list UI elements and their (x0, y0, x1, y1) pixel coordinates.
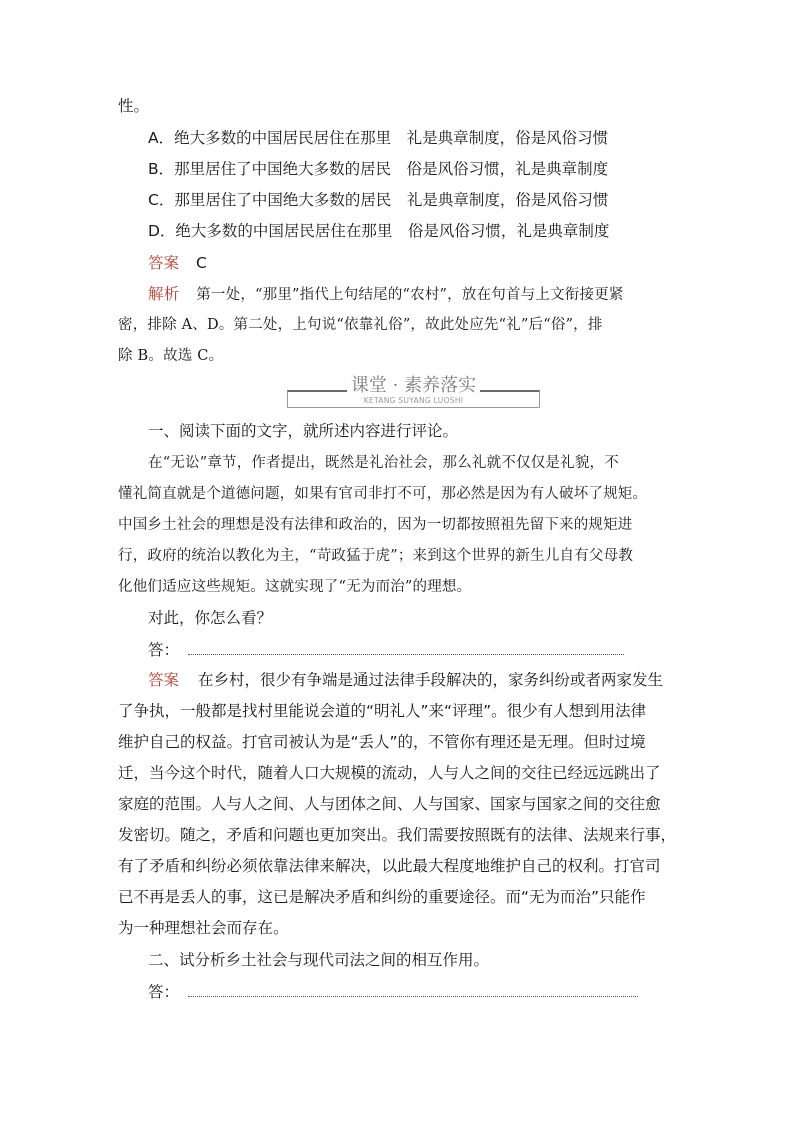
answer-2-line-2: 了争执，一般都是找村里能说会道的“明礼人”来“评理”。很少有人想到用法律 (118, 702, 647, 720)
passage-line-3: 中国乡土社会的理想是没有法律和政治的，因为一切都按照祖先留下来的规矩进 (118, 517, 633, 533)
answer-1-value: C (195, 254, 207, 272)
answer-line-1 (148, 640, 624, 660)
answer-2-line-7: 有了矛盾和纠纷必须依靠法律来解决，以此最大程度地维护自己的权利。打官司 (118, 857, 661, 875)
answer-1 (148, 253, 207, 273)
answer-blank-1[interactable] (188, 642, 624, 655)
answer-2-line-4: 迁，当今这个时代，随着人口大规模的流动，人与人之间的交往已经远远跳出了 (118, 764, 661, 782)
answer-2-tag: 答案 (148, 671, 180, 689)
passage-line-1: 在“无讼”章节，作者提出，既然是礼治社会，那么礼就不仅仅是礼貌，不 (148, 455, 619, 471)
option-c: C．那里居住了中国绝大多数的居民 礼是典章制度，俗是风俗习惯 (148, 191, 609, 209)
answer-2-line-6: 发密切。随之，矛盾和问题也更加突出。我们需要按照既有的法律、法规来行事， (118, 826, 677, 844)
passage-line-5: 化他们适应这些规矩。这就实现了“无为而治”的理想。 (118, 579, 472, 595)
analysis-line-3: 除 B。故选 C。 (118, 348, 224, 364)
analysis-text-1: 第一处，“那里”指代上句结尾的“农村”，放在句首与上文衔接更紧 (196, 287, 624, 303)
answer-2-line-3: 维护自己的权益。打官司被认为是“丢人”的，不管你有理还是无理。但时过境 (118, 733, 646, 751)
banner-subtitle: KETANG SUYANG LUOSHI (363, 396, 464, 405)
banner-title: 课堂 · 素养落实 (287, 374, 540, 398)
answer-label-1: 答： (148, 641, 180, 659)
answer-2-line-5: 家庭的范围。人与人之间、人与团体之间、人与国家、国家与国家之间的交往愈 (118, 795, 661, 813)
answer-blank-2[interactable] (188, 984, 638, 997)
option-d: D．绝大多数的中国居民居住在那里 俗是风俗习惯，礼是典章制度 (148, 222, 610, 240)
analysis-line-1 (148, 284, 624, 305)
question-1-prompt: 一、阅读下面的文字，就所述内容进行评论。 (148, 422, 459, 440)
question-2-prompt: 二、试分析乡土社会与现代司法之间的相互作用。 (148, 951, 490, 969)
top-fragment: 性。 (118, 97, 150, 115)
question-1-ask: 对此，你怎么看？ (148, 609, 273, 627)
answer-1-tag: 答案 (148, 254, 180, 272)
section-banner (287, 374, 540, 408)
option-a: A．绝大多数的中国居民居住在那里 礼是典章制度，俗是风俗习惯 (148, 129, 609, 147)
answer-label-2: 答： (148, 983, 180, 1001)
answer-2-text-1: 在乡村，很少有争端是通过法律手段解决的，家务纠纷或者两家发生 (197, 671, 663, 689)
answer-2-line-1 (148, 670, 663, 690)
answer-2-line-8: 已不再是丢人的事，这已是解决矛盾和纠纷的重要途径。而“无为而治”只能作 (118, 888, 646, 906)
option-b: B．那里居住了中国绝大多数的居民 俗是风俗习惯，礼是典章制度 (148, 160, 609, 178)
passage-line-2: 懂礼简直就是个道德问题，如果有官司非打不可，那必然是因为有人破坏了规矩。 (118, 486, 648, 502)
analysis-line-2: 密，排除 A、D。第二处，上句说“依靠礼俗”，故此处应先“礼”后“俗”，排 (118, 317, 603, 333)
analysis-tag: 解析 (148, 285, 180, 303)
passage-line-4: 行，政府的统治以教化为主，“苛政猛于虎”；来到这个世界的新生儿自有父母教 (118, 548, 634, 564)
answer-2-line-9: 为一种理想社会而存在。 (118, 919, 289, 937)
answer-line-2 (148, 982, 638, 1002)
